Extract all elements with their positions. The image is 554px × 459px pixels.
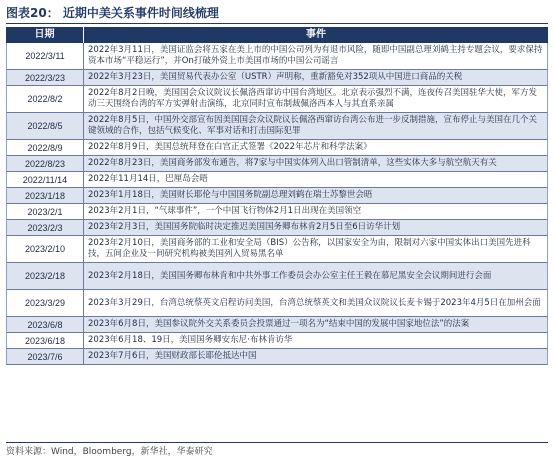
row-date: 2022/8/23 <box>7 156 84 171</box>
table-row <box>6 140 548 156</box>
header-date: 日期 <box>6 27 84 43</box>
row-event: 2023年2月3日，美国国务院临时决定推迟美国国务卿布林肯2月5日至6日访华计划 <box>88 222 401 232</box>
row-date: 2023/1/18 <box>7 188 84 203</box>
row-date: 2023/7/6 <box>7 349 84 364</box>
table-header <box>6 27 548 43</box>
row-date: 2023/6/18 <box>7 333 84 348</box>
row-event: 2023年1月18日，美国财长耶伦与中国国务院副总理刘鹤在瑞士苏黎世会晤 <box>88 190 373 200</box>
row-date: 2023/6/8 <box>7 317 84 332</box>
source-note: 资料来源：Wind，Bloomberg，新华社，华泰研究 <box>6 447 213 457</box>
row-date: 2022/8/9 <box>7 140 84 155</box>
row-event: 2022年8月23日，美国商务部发布通告，将7家与中国实体列入出口管制清单，这些实体大多与航空航天有关 <box>88 158 497 168</box>
row-date: 2022/8/2 <box>7 86 84 112</box>
row-event: 2023年6月8日，美国参议院外交关系委员会投票通过一项名为“结束中国的发展中国家地位法”的法案 <box>88 319 470 329</box>
row-event: 2023年3月29日，台湾总统蔡英文启程访问美国，台湾总统蔡英文和美国众议院议长麦卡锡于2023年4月5日在加州会面 <box>88 297 541 308</box>
timeline-table <box>6 27 548 365</box>
figure-title: 图表20： 近期中美关系事件时间线梳理 <box>6 6 219 20</box>
table-row <box>6 188 548 204</box>
table-row <box>6 349 548 365</box>
row-event: 2022年11月14日，巴厘岛会晤 <box>88 174 208 184</box>
table-row <box>6 204 548 220</box>
table-row <box>6 236 548 263</box>
row-event: 2022年3月11日，美国证监会将五家在美上市的中国公司列为有退市风险，随即中国副总理刘鹤主持专题会议，要求保持资本市场“平稳运行”，并On打破外资上市美国市场的中国公司谣言 <box>88 45 543 66</box>
table-row <box>6 317 548 333</box>
bottom-divider <box>6 442 548 443</box>
row-date: 2023/2/18 <box>7 263 84 289</box>
table-row <box>6 43 548 70</box>
table-row <box>6 86 548 113</box>
table-row <box>6 290 548 317</box>
row-date: 2022/8/5 <box>7 113 84 139</box>
row-date: 2023/2/3 <box>7 220 84 235</box>
row-date: 2023/2/10 <box>7 236 84 262</box>
table-row <box>6 70 548 86</box>
table-row <box>6 333 548 349</box>
table-row <box>6 113 548 140</box>
row-date: 2023/2/1 <box>7 204 84 219</box>
row-event: 2022年8月2日晚，美国国会众议院议长佩洛西窜访中国台湾地区。北京表示强烈不满，连夜传召美国驻华大使，军方发动三天围绕台湾的军方实弹射击演练，北京同时宣布制裁佩洛西本人与其直系亲属 <box>88 88 537 109</box>
row-event: 2023年2月1日，“气球事件”，一个中国飞行物体2月1日出现在美国领空 <box>88 206 362 216</box>
table-row <box>6 172 548 188</box>
row-date: 2022/3/11 <box>7 43 84 69</box>
row-event: 2022年3月23日，美国贸易代表办公室（USTR）声明称，重新豁免对352项从中国进口商品的关税 <box>88 72 463 82</box>
table-row <box>6 156 548 172</box>
row-date: 2022/3/23 <box>7 70 84 85</box>
title-divider <box>6 23 548 24</box>
row-event: 2023年2月10日，美国商务部的工业和安全局（BIS）公告称，以国家安全为由，限制对六家中国实体出口美国先进科技，五间企业及一间研究机构被美国列入贸易黑名单 <box>88 238 531 259</box>
table-row <box>6 220 548 236</box>
row-date: 2023/3/29 <box>7 290 84 316</box>
row-event: 2023年7月6日，美国财政部长耶伦抵达中国 <box>88 351 257 361</box>
header-event: 事件 <box>306 29 326 40</box>
row-event: 2022年8月5日，中国外交部宣布因美国国会众议院议长佩洛西窜访台湾公布进一步反制措施，宣布停止与美国在几个关键领域的合作，包括气候变化、军事对话和打击国际犯罪 <box>88 115 537 136</box>
row-event: 2023年2月18日，美国国务卿布林肯和中共外事工作委员会办公室主任王毅在慕尼黑安全会议期间进行会面 <box>88 270 492 281</box>
row-date: 2022/11/14 <box>7 172 84 187</box>
row-event: 2023年6月18、19日，美国国务卿安东尼·布林肯访华 <box>88 335 293 345</box>
table-row <box>6 263 548 290</box>
row-event: 2022年8月9日，美国总统拜登在白宫正式签署《2022年芯片和科学法案》 <box>88 142 372 152</box>
